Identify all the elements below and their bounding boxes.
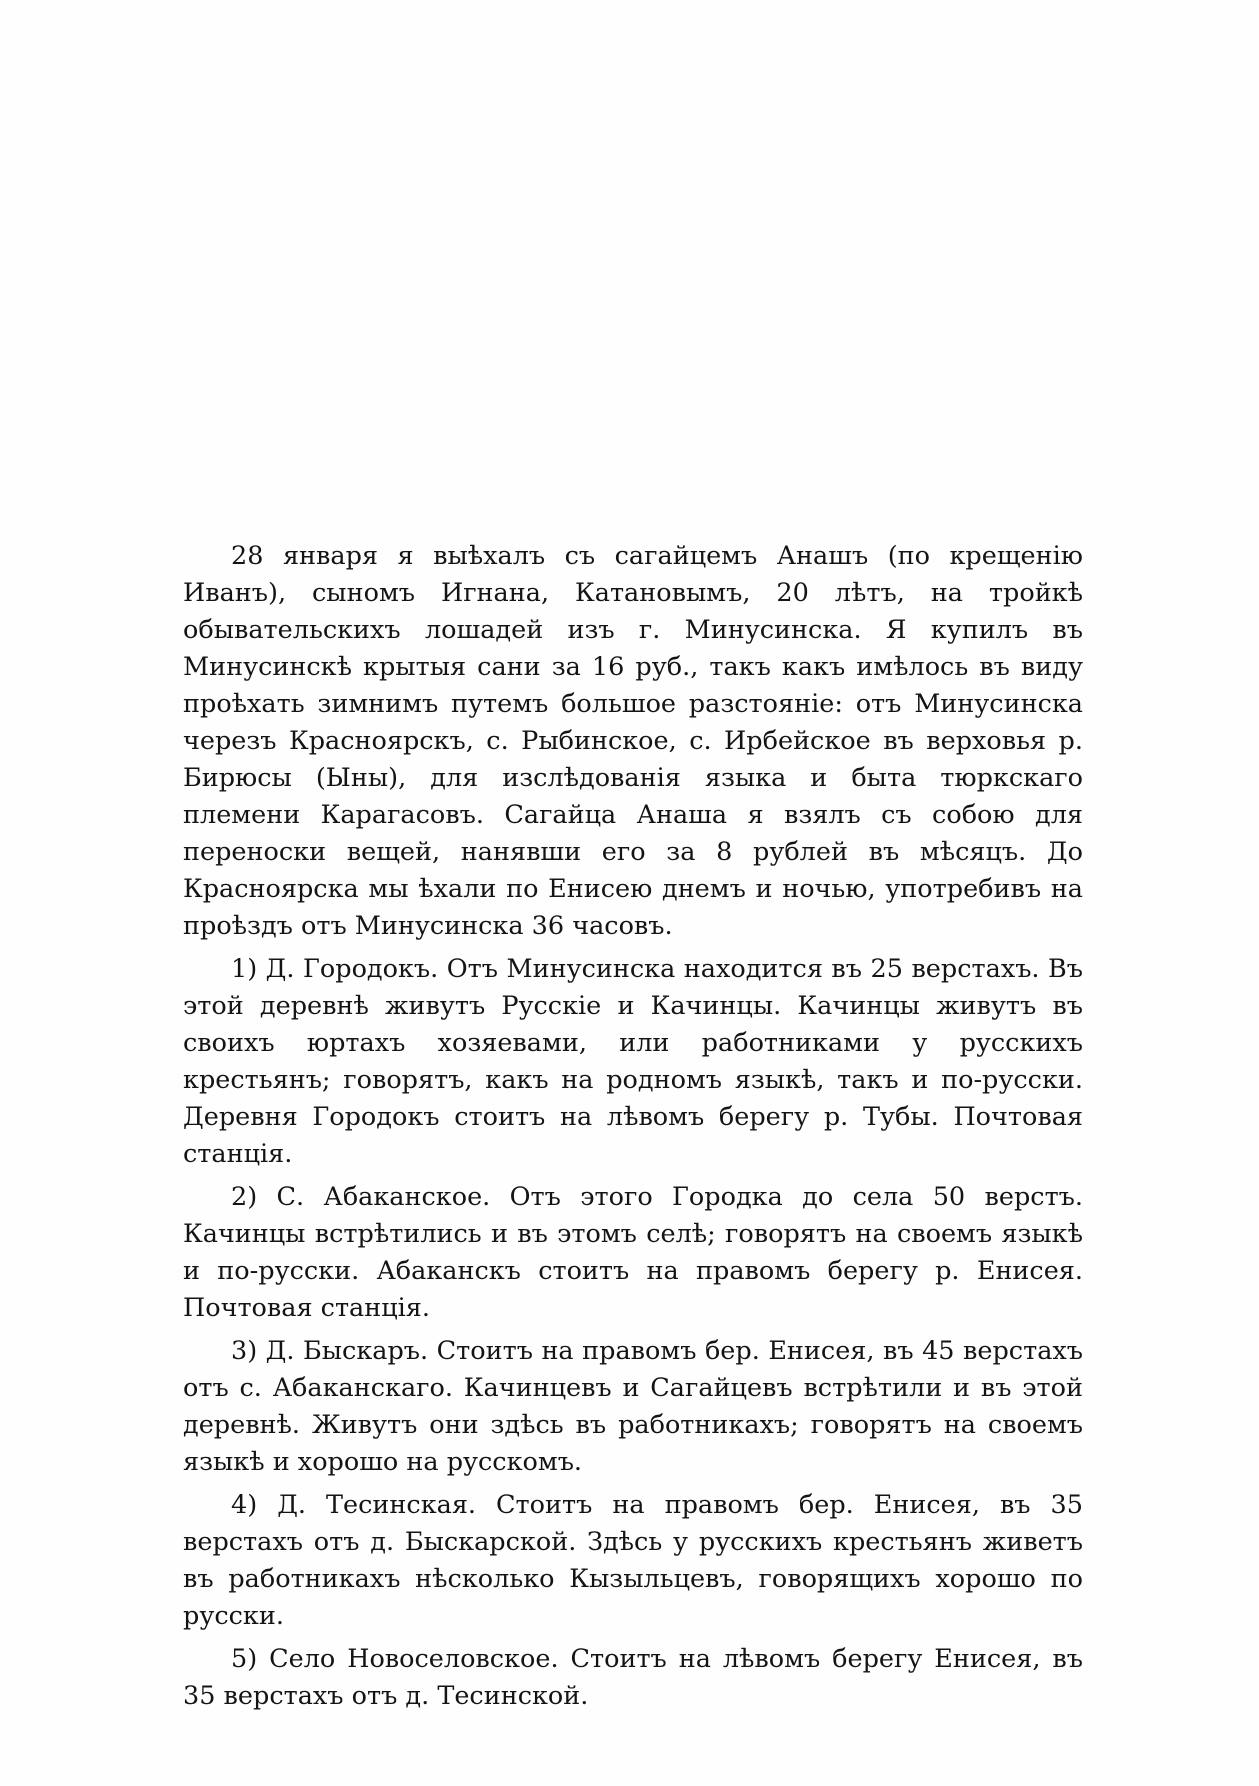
paragraph-intro: 28 января я выѣхалъ съ сагайцемъ Анашъ (по крещенію Иванъ), сыномъ Игнана, Катановымъ, 20 лѣтъ, на тройкѣ обывательскихъ лошадей изъ г. Минусинска. Я купилъ въ Минусинскѣ крытыя сани за 16 руб., такъ какъ имѣлось въ виду проѣхать зимнимъ путемъ большое разстояніе: отъ Минусинска черезъ Красноярскъ, с. Рыбинское, с. Ирбейское въ верховья р. Бирюсы (Ыны), для изслѣдованія языка и быта тюркскаго племени Карагасовъ. Сагайца Анаша я взялъ съ собою для переноски вещей, нанявши его за 8 рублей въ мѣсяцъ. До Красноярска мы ѣхали по Енисею днемъ и ночью, употребивъ на проѣздъ отъ Минусинска 36 часовъ.	[183, 541, 1083, 941]
paragraph-gorodok: 1) Д. Городокъ. Отъ Минусинска находится въ 25 верстахъ. Въ этой деревнѣ живутъ Русскіе и Качинцы. Качинцы живутъ въ своихъ юртахъ хозяевами, или работниками у русскихъ крестьянъ; говорятъ, какъ на родномъ языкѣ, такъ и по-русски. Деревня Городокъ стоитъ на лѣвомъ берегу р. Тубы. Почтовая станція.	[183, 954, 1083, 1169]
text-body	[183, 538, 1083, 1721]
paragraph-byskar: 3) Д. Быскаръ. Стоитъ на правомъ бер. Енисея, въ 45 верстахъ отъ с. Абаканскаго. Качинцевъ и Сагайцевъ встрѣтили и въ этой деревнѣ. Живутъ они здѣсь въ работникахъ; говорятъ на своемъ языкѣ и хорошо на русскомъ.	[183, 1336, 1083, 1477]
paragraph-novoselovskoe: 5) Село Новоселовское. Стоитъ на лѣвомъ берегу Енисея, въ 35 верстахъ отъ д. Тесинской.	[183, 1644, 1083, 1711]
paragraph-tesinskaya: 4) Д. Тесинская. Стоитъ на правомъ бер. Енисея, въ 35 верстахъ отъ д. Быскарской. Здѣсь у русскихъ крестьянъ живетъ въ работникахъ нѣсколько Кызыльцевъ, говорящихъ хорошо по русски.	[183, 1490, 1083, 1631]
paragraph-abakanskoe: 2) С. Абаканское. Отъ этого Городка до села 50 верстъ. Качинцы встрѣтились и въ этомъ селѣ; говорятъ на своемъ языкѣ и по-русски. Абаканскъ стоитъ на правомъ берегу р. Енисея. Почтовая станція.	[183, 1182, 1083, 1323]
